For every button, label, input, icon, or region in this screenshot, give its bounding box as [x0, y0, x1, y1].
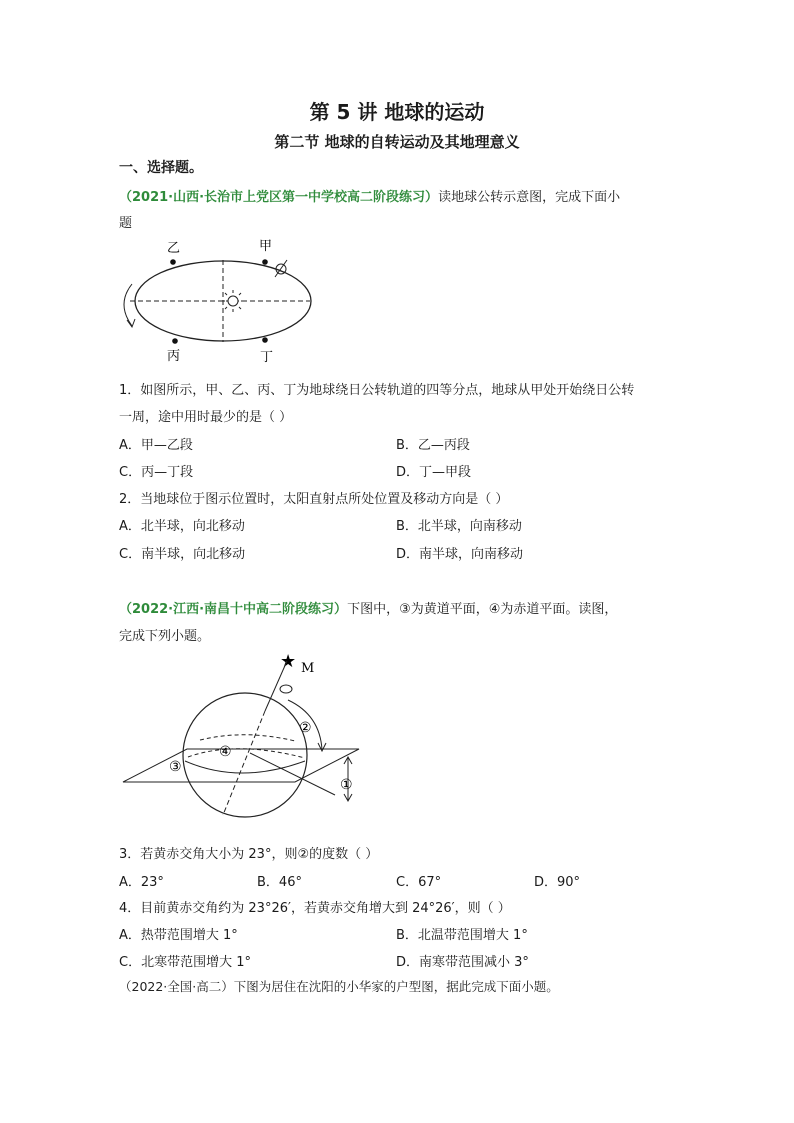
label-ding: 丁 — [260, 350, 274, 365]
page-title: 第 5 讲 地球的运动 — [309, 100, 485, 124]
point-bing — [172, 338, 178, 344]
page-subtitle: 第二节 地球的自转运动及其地理意义 — [274, 133, 520, 151]
q3-option-c[interactable]: C．67° — [396, 875, 442, 890]
orbit-diagram — [110, 232, 325, 367]
label-m: M — [301, 661, 315, 676]
section-heading: 一、选择题。 — [119, 160, 203, 176]
label-bing: 丙 — [167, 349, 181, 364]
q4-option-b[interactable]: B．北温带范围增大 1° — [396, 928, 528, 943]
q2-option-d[interactable]: D．南半球，向南移动 — [396, 547, 524, 562]
group2-intro-text: 下图中，③为黄道平面，④为赤道平面。读图， — [347, 602, 618, 617]
label-circled-4: ④ — [219, 744, 232, 760]
group1-intro-text: 读地球公转示意图，完成下面小 — [438, 190, 621, 205]
point-yi — [170, 259, 176, 265]
q1-option-c[interactable]: C．丙—丁段 — [119, 465, 194, 480]
group1-intro-line1 — [119, 186, 620, 205]
q3-stem: 3．若黄赤交角大小为 23°，则②的度数（ ） — [119, 847, 379, 862]
rotation-icon — [280, 685, 292, 693]
group1-intro-line2: 题 — [119, 216, 133, 231]
latitude-line — [200, 735, 295, 741]
group1-source: （2021·山西·长治市上党区第一中学校高二阶段练习） — [119, 190, 439, 205]
ecliptic-plane — [123, 749, 359, 782]
group3-intro: （2022·全国·高二）下图为居住在沈阳的小华家的户型图，据此完成下面小题。 — [119, 979, 559, 994]
group2-source: （2022·江西·南昌十中高二阶段练习） — [119, 602, 348, 617]
q1-stem-line2: 一周，途中用时最少的是（ ） — [119, 410, 293, 425]
q4-stem: 4．目前黄赤交角约为 23°26′，若黄赤交角增大到 24°26′，则（ ） — [119, 901, 511, 916]
q3-option-a[interactable]: A．23° — [119, 875, 164, 890]
q4-option-c[interactable]: C．北寒带范围增大 1° — [119, 955, 251, 970]
point-jia — [262, 259, 268, 265]
sun-icon — [222, 290, 244, 312]
q2-option-c[interactable]: C．南半球，向北移动 — [119, 547, 246, 562]
q1-option-d[interactable]: D．丁—甲段 — [396, 465, 472, 480]
label-circled-3: ③ — [169, 759, 182, 775]
earth-axis-icon — [275, 260, 287, 277]
label-jia: 甲 — [259, 239, 273, 254]
group2-intro-line2: 完成下列小题。 — [119, 629, 211, 644]
q3-option-d[interactable]: D．90° — [534, 875, 581, 890]
q2-option-a[interactable]: A．北半球，向北移动 — [119, 519, 245, 534]
q1-option-a[interactable]: A．甲—乙段 — [119, 438, 193, 453]
tilt-line — [250, 753, 335, 795]
q2-stem: 2．当地球位于图示位置时，太阳直射点所处位置及移动方向是（ ） — [119, 492, 509, 507]
earth-axis-upper — [265, 661, 287, 711]
q4-option-d[interactable]: D．南寒带范围减小 3° — [396, 955, 529, 970]
earth-axis-lower — [223, 711, 265, 815]
q4-option-a[interactable]: A．热带范围增大 1° — [119, 928, 238, 943]
q1-option-b[interactable]: B．乙—丙段 — [396, 438, 470, 453]
label-circled-1: ① — [340, 777, 353, 793]
label-circled-2: ② — [299, 720, 312, 736]
group2-intro-line1 — [119, 598, 617, 617]
label-yi: 乙 — [167, 241, 181, 256]
q1-stem-line1: 1．如图所示，甲、乙、丙、丁为地球绕日公转轨道的四等分点，地球从甲处开始绕日公转 — [119, 383, 635, 398]
q2-option-b[interactable]: B．北半球，向南移动 — [396, 519, 522, 534]
point-ding — [262, 337, 268, 343]
star-icon: ★ — [280, 651, 297, 672]
earth-globe — [183, 693, 307, 817]
q3-option-b[interactable]: B．46° — [257, 875, 302, 890]
orbit-direction-arrow — [124, 284, 132, 326]
ecliptic-diagram — [115, 645, 375, 830]
